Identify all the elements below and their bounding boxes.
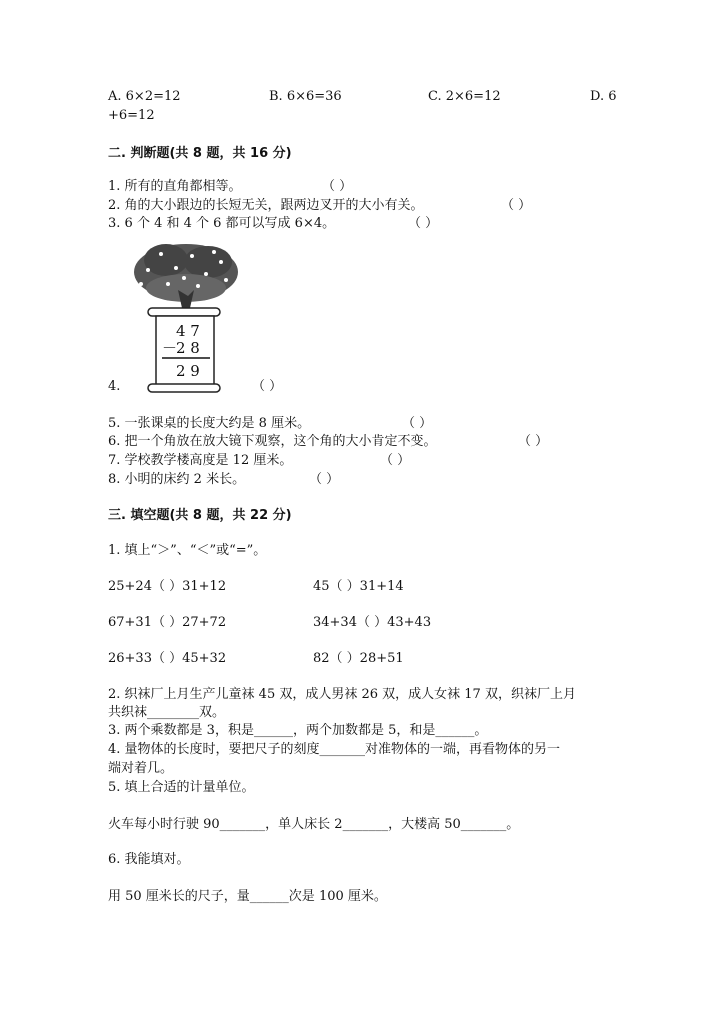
judge-item-3 [108, 215, 335, 233]
judge-item-6: 6. 把一个角放在放大镜下观察，这个角的大小肯定不变。 [108, 434, 437, 449]
compare-left-2[interactable]: 67+31（ ）27+72 [108, 615, 227, 630]
choice-b: B. 6×6=36 [269, 89, 342, 104]
choice-d-continued: +6=12 [108, 108, 155, 123]
judge-item-text: 2. 角的大小跟边的长短无关，跟两边叉开的大小有关。 [108, 198, 424, 213]
section3-title: 三. 填空题(共 8 题，共 22 分) [108, 508, 292, 523]
judge-item-1 [108, 178, 242, 196]
judge-paren-6[interactable]: （ ） [518, 434, 549, 449]
judge-paren-8[interactable]: （ ） [309, 472, 340, 487]
figure-result: 2 9 [176, 362, 200, 380]
judge-paren-3[interactable]: （ ） [408, 216, 439, 231]
judge-item-8: 8. 小明的床约 2 米长。 [108, 472, 246, 487]
fill-question-2: 2. 织袜厂上月生产儿童袜 45 双，成人男袜 26 双，成人女袜 17 双，织袜厂上月 [108, 687, 576, 702]
judge-paren-1[interactable]: （ ） [322, 179, 353, 194]
fill-question-6-detail[interactable]: 用 50 厘米长的尺子，量______次是 100 厘米。 [108, 889, 387, 904]
figure-row2: 2 8 [176, 339, 200, 357]
figure-minus: － [162, 339, 178, 357]
choice-a: A. 6×2=12 [108, 89, 181, 104]
tree-subtraction-figure [126, 240, 246, 398]
compare-right-3[interactable]: 82（ ）28+51 [313, 651, 404, 666]
compare-right-1[interactable]: 45（ ）31+14 [313, 579, 404, 594]
judge-paren-2[interactable]: （ ） [501, 198, 532, 213]
judge-item-text: 3. 6 个 4 和 4 个 6 都可以写成 6×4。 [108, 216, 336, 231]
section2-title: 二. 判断题(共 8 题，共 16 分) [108, 146, 292, 161]
judge-paren-7[interactable]: （ ） [380, 453, 411, 468]
judge-item-4: 4. [108, 379, 121, 394]
compare-left-1[interactable]: 25+24（ ）31+12 [108, 579, 227, 594]
fill-question-3[interactable]: 3. 两个乘数都是 3，积是______，两个加数都是 5，和是______。 [108, 723, 488, 738]
judge-item-text: 1. 所有的直角都相等。 [108, 179, 242, 194]
fill-question-2-cont[interactable]: 共织袜________双。 [108, 705, 226, 720]
fill-question-5-detail[interactable]: 火车每小时行驶 90_______，单人床长 2_______，大楼高 50_______。 [108, 817, 520, 832]
judge-item-7: 7. 学校教学楼高度是 12 厘米。 [108, 453, 293, 468]
choice-c: C. 2×6=12 [428, 89, 501, 104]
compare-left-3[interactable]: 26+33（ ）45+32 [108, 651, 227, 666]
judge-paren-5[interactable]: （ ） [402, 416, 433, 431]
fill-question-6: 6. 我能填对。 [108, 852, 190, 867]
fill-question-1: 1. 填上“＞”、“＜”或“=”。 [108, 543, 267, 558]
fill-question-4[interactable]: 4. 量物体的长度时，要把尺子的刻度_______对准物体的一端，再看物体的另一 [108, 742, 561, 757]
fill-question-5: 5. 填上合适的计量单位。 [108, 780, 255, 795]
judge-item-2 [108, 197, 424, 215]
choice-d: D. 6 [590, 89, 617, 104]
judge-paren-4[interactable]: （ ） [252, 379, 283, 394]
compare-right-2[interactable]: 34+34（ ）43+43 [313, 615, 432, 630]
figure-row1: 4 7 [176, 322, 200, 340]
judge-item-5: 5. 一张课桌的长度大约是 8 厘米。 [108, 416, 311, 431]
fill-question-4-cont: 端对着几。 [108, 761, 174, 776]
